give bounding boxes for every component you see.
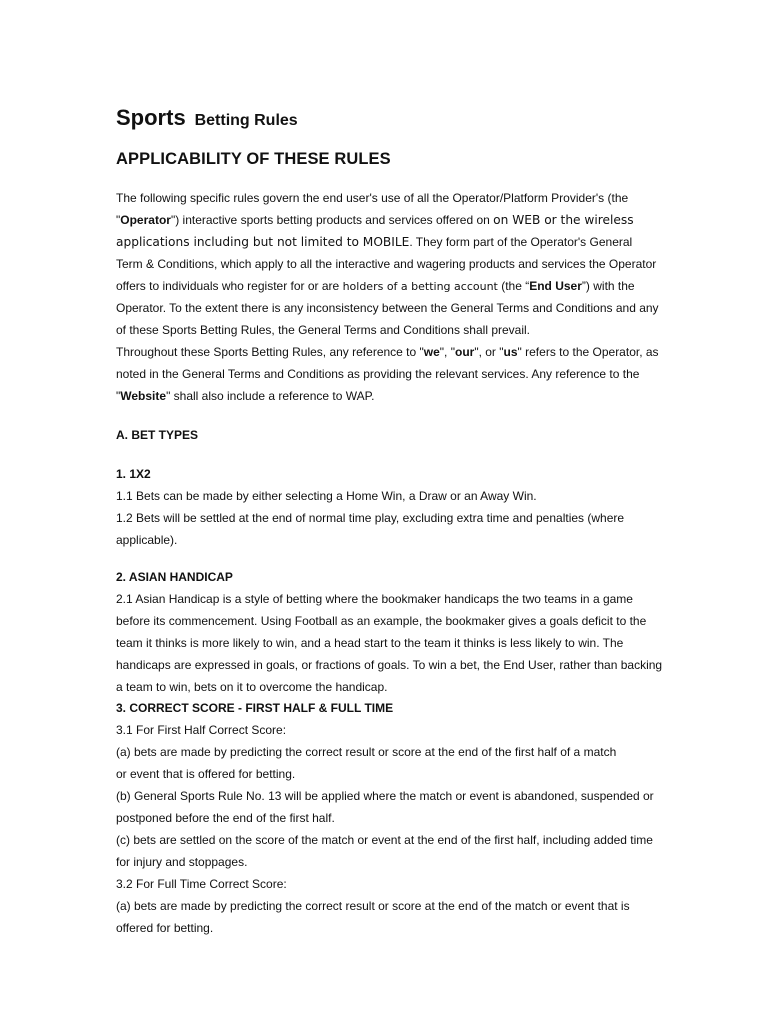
section-3-line-5: postponed before the end of the first half. xyxy=(116,811,335,825)
section-3-line-3: or event that is offered for betting. xyxy=(116,767,296,781)
mobile-text: applications including but not limited to MOBILE xyxy=(116,235,410,249)
section-1-heading: 1. 1X2 xyxy=(116,467,151,481)
section-1-line-3: applicable). xyxy=(116,533,178,547)
document-title xyxy=(116,96,298,133)
web-wireless-text: on WEB or the wireless xyxy=(493,213,634,227)
us-term: us xyxy=(503,345,518,359)
intro-line-10 xyxy=(116,388,374,404)
intro-line-6: Operator. To the extent there is any inconsistency between the General Terms and Conditions and any xyxy=(116,301,659,315)
section-3-line-8: 3.2 For Full Time Correct Score: xyxy=(116,877,287,891)
section-3-heading: 3. CORRECT SCORE - FIRST HALF & FULL TIME xyxy=(116,701,394,715)
text-fragment: ”) with the xyxy=(581,279,635,293)
text-fragment: Throughout these Sports Betting Rules, any reference to " xyxy=(116,345,424,359)
text-fragment: " shall also include a reference to WAP. xyxy=(166,389,375,403)
text-fragment: " xyxy=(116,213,121,227)
we-term: we xyxy=(423,345,440,359)
intro-line-2 xyxy=(116,212,634,228)
text-fragment: ", or " xyxy=(474,345,504,359)
intro-line-8 xyxy=(116,344,659,360)
title-main: Sports xyxy=(116,105,186,130)
intro-line-4: Term & Conditions, which apply to all the interactive and wagering products and services the Operator xyxy=(116,257,657,271)
intro-line-9: noted in the General Terms and Conditions as providing the relevant services. Any reference to the xyxy=(116,367,640,381)
bet-types-heading: A. BET TYPES xyxy=(116,428,199,442)
text-fragment: offers to individuals who register for or are xyxy=(116,279,343,293)
section-2-heading: 2. ASIAN HANDICAP xyxy=(116,570,233,584)
section-3-line-4: (b) General Sports Rule No. 13 will be applied where the match or event is abandoned, suspended or xyxy=(116,789,654,803)
section-2-line-2: before its commencement. Using Football as an example, the bookmaker gives a goals deficit to the xyxy=(116,614,647,628)
text-fragment: " refers to the Operator, as xyxy=(517,345,659,359)
intro-line-5 xyxy=(116,278,635,295)
section-3-line-9: (a) bets are made by predicting the correct result or score at the end of the match or event that is xyxy=(116,899,630,913)
intro-line-1: The following specific rules govern the end user's use of all the Operator/Platform Provider's (the xyxy=(116,191,629,205)
intro-line-7: of these Sports Betting Rules, the General Terms and Conditions shall prevail. xyxy=(116,323,530,337)
betting-account-text: holders of a betting account xyxy=(342,280,498,293)
text-fragment: ") interactive sports betting products and services offered on xyxy=(170,213,494,227)
section-3-line-1: 3.1 For First Half Correct Score: xyxy=(116,723,287,737)
text-fragment: ", " xyxy=(439,345,455,359)
text-fragment: (the “ xyxy=(497,279,530,293)
section-3-line-6: (c) bets are settled on the score of the match or event at the end of the first half, including added time xyxy=(116,833,653,847)
our-term: our xyxy=(454,345,475,359)
section-2-line-1: 2.1 Asian Handicap is a style of betting where the bookmaker handicaps the two teams in a game xyxy=(116,592,633,606)
text-fragment: " xyxy=(116,389,121,403)
applicability-heading: APPLICABILITY OF THESE RULES xyxy=(116,150,391,168)
section-2-line-4: handicaps are expressed in goals, or fractions of goals. To win a bet, the End User, rather than backing xyxy=(116,658,663,672)
section-2-line-3: team it thinks is more likely to win, and a head start to the team it thinks is less likely to win. The xyxy=(116,636,624,650)
section-3-line-10: offered for betting. xyxy=(116,921,214,935)
section-3-line-2: (a) bets are made by predicting the correct result or score at the end of the first half of a match xyxy=(116,745,617,759)
section-2-line-5: a team to win, bets on it to overcome the handicap. xyxy=(116,680,388,694)
title-rest: Betting Rules xyxy=(194,112,298,129)
end-user-term: End User xyxy=(529,279,582,293)
operator-term: Operator xyxy=(120,213,171,227)
intro-line-3 xyxy=(116,234,632,250)
section-1-line-2: 1.2 Bets will be settled at the end of normal time play, excluding extra time and penalties (where xyxy=(116,511,625,525)
website-term: Website xyxy=(120,389,167,403)
text-fragment: . They form part of the Operator's General xyxy=(409,235,633,249)
section-3-line-7: for injury and stoppages. xyxy=(116,855,248,869)
section-1-line-1: 1.1 Bets can be made by either selecting a Home Win, a Draw or an Away Win. xyxy=(116,489,537,503)
